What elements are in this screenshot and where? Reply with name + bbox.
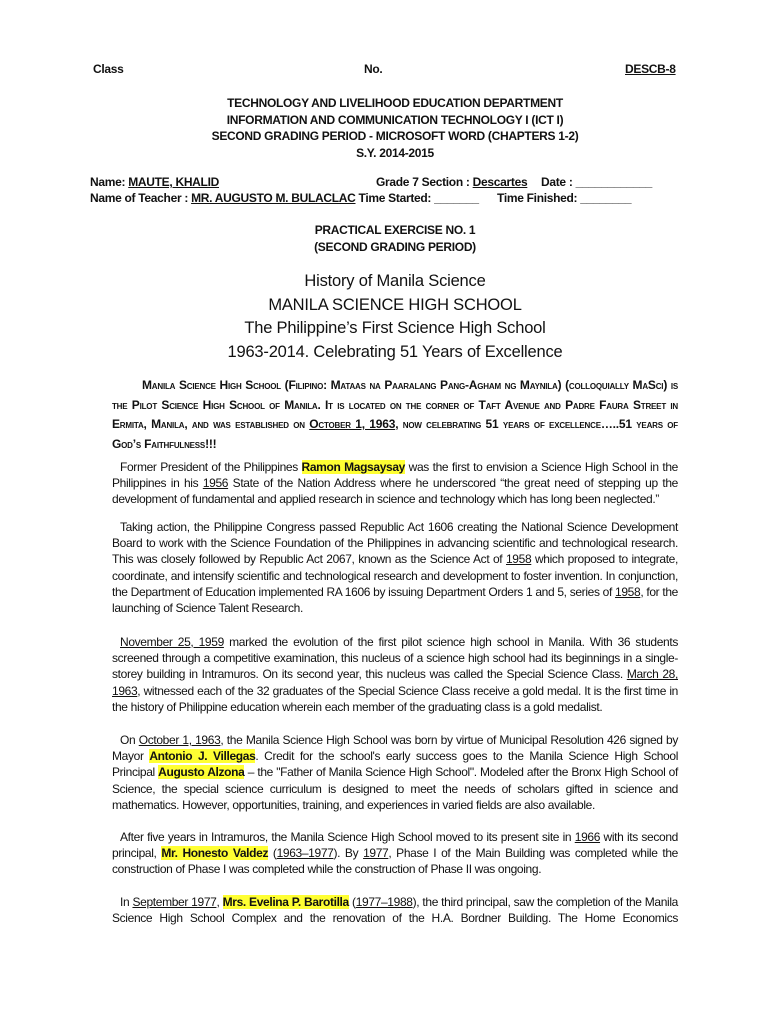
underlined-date: 1956 xyxy=(202,476,229,491)
paragraph-text: , Phase I of the Main Building was completed while the construction of Phase I was completed while the construction of Phase II was ongoing. xyxy=(112,846,678,877)
number-label: No. xyxy=(364,62,383,76)
paragraph-text: , witnessed each of the 32 graduates of the Special Science Class receive a gold medal. It is the first time in the history of Philippine education wherein each member of the graduating class is a gold medalist. xyxy=(112,683,678,714)
highlighted-name: Antonio J. Villegas xyxy=(149,749,256,764)
student-name-row xyxy=(90,175,219,189)
paragraph-text: – the "Father of Manila Science High School". Modeled after the Bronx High School of Science, the special science curriculum is designed to meet the needs of scholars gifted in science and mathematics. However, opportunities, training, and experiences in varied fields are also available. xyxy=(112,765,678,812)
paragraph-text: On xyxy=(120,733,139,747)
header-line: INFORMATION AND COMMUNICATION TECHNOLOGY I (ICT I) xyxy=(226,112,564,127)
intro-text-end: , now celebrating 51 years of excellence…..51 years of God’s Faithfulness!!! xyxy=(112,417,678,451)
paragraph-text: In xyxy=(120,895,133,909)
class-label: Class xyxy=(93,62,124,76)
exercise-subtitle: (SECOND GRADING PERIOD) xyxy=(314,239,476,254)
paragraph-text: marked the evolution of the first pilot science high school in Manila. With 36 students screened through a competitive examination, this nucleus of a science high school had its beginnings in a single-storey building in Intramuros. On its second year, this nucleus was called the Special Science Class. xyxy=(112,635,678,682)
underlined-date: 1958 xyxy=(615,584,641,599)
highlighted-name: Ramon Magsaysay xyxy=(301,460,406,474)
underlined-date: October 1, 1963 xyxy=(138,733,221,747)
highlighted-name: Augusto Alzona xyxy=(158,765,245,780)
title-line: 1963-2014. Celebrating 51 Years of Excellence xyxy=(227,343,563,362)
underlined-date: 1977–1988 xyxy=(355,895,413,909)
time-finished: Time Finished: ________ xyxy=(497,191,632,205)
paragraph xyxy=(112,634,678,715)
date-field: Date : ____________ xyxy=(541,175,653,189)
header-line: TECHNOLOGY AND LIVELIHOOD EDUCATION DEPARTMENT xyxy=(227,96,563,110)
paragraph-text: , for the launching of Science Talent Research. xyxy=(112,584,678,616)
paragraph-text: ). By xyxy=(333,846,364,861)
paragraph xyxy=(112,459,678,508)
paragraph-text: was the first to envision a Science High School in the Philippines in his xyxy=(112,460,678,491)
paragraph-text: ( xyxy=(348,895,356,909)
underlined-date: March 28, 1963 xyxy=(112,667,678,698)
title-line: The Philippine’s First Science High School xyxy=(244,319,546,338)
name-label: Name: xyxy=(90,175,129,189)
paragraph xyxy=(112,732,678,813)
teacher-row xyxy=(90,191,479,205)
underlined-date: 1966 xyxy=(574,830,601,844)
student-name: MAUTE, KHALID xyxy=(128,175,219,189)
paragraph-text: which proposed to integrate, coordinate, and intensify scientific and technological research and development to foster invention. In conjunction, the Department of Education implemented RA 1606 by issuing Department Orders 1 and 5, series of xyxy=(112,552,678,599)
header-line: SECOND GRADING PERIOD - MICROSOFT WORD (CHAPTERS 1-2) xyxy=(211,129,579,143)
intro-paragraph xyxy=(112,376,678,454)
header-line: S.Y. 2014-2015 xyxy=(356,145,434,160)
class-code: DESCB-8 xyxy=(625,62,676,76)
paragraph-text: with its second principal, xyxy=(112,830,678,861)
paragraph-text: State of the Nation Address where he underscored “the great need of stepping up the development of fundamental and applied research in science and technology which has long been neglected.” xyxy=(112,476,678,507)
underlined-date: September 1977 xyxy=(132,895,217,909)
document-title xyxy=(112,270,678,365)
intro-date: October 1, 1963 xyxy=(309,417,396,431)
intro-text: Manila Science High School (Filipino: Mataas na Paaralang Pang-Agham ng Maynila) (colloquially MaSci) is the Pilot Science High School of Manila. It is located on the corner of Taft Avenue and Padre Faura Street in Ermita, Manila, and was established on xyxy=(112,378,678,431)
title-line: MANILA SCIENCE HIGH SCHOOL xyxy=(268,295,522,314)
department-header xyxy=(112,95,678,161)
paragraph xyxy=(112,519,678,616)
highlighted-name: Mr. Honesto Valdez xyxy=(161,846,269,861)
underlined-date: 1963–1977 xyxy=(276,846,334,861)
paragraph-text: , xyxy=(216,895,223,909)
paragraph-text: After five years in Intramuros, the Manila Science High School moved to its present site in xyxy=(120,830,575,844)
grade-label: Grade 7 Section : xyxy=(376,175,473,189)
title-line: History of Manila Science xyxy=(304,272,486,290)
paragraph-text: . Credit for the school's early success goes to the Manila Science High School Principal xyxy=(112,749,679,780)
highlighted-name: Mrs. Evelina P. Barotilla xyxy=(222,895,349,909)
underlined-date: November 25, 1959 xyxy=(120,635,224,649)
paragraph-text: ), the third principal, saw the completion of the Manila Science High School Complex and the renovation of the H.A. Bordner Building. The Home Economics xyxy=(112,895,678,926)
exercise-header xyxy=(112,222,678,255)
exercise-title: PRACTICAL EXERCISE NO. 1 xyxy=(314,223,476,237)
time-started: Time Started: _______ xyxy=(355,191,479,205)
teacher-label: Name of Teacher : xyxy=(90,191,192,205)
section-row xyxy=(376,175,527,189)
paragraph-text: Former President of the Philippines xyxy=(120,460,302,474)
paragraph-text: ( xyxy=(268,846,277,861)
underlined-date: 1958 xyxy=(505,552,532,567)
paragraph-text: , the Manila Science High School was born by virtue of Municipal Resolution 426 signed by Mayor xyxy=(112,733,678,764)
section-name: Descartes xyxy=(472,175,528,189)
paragraph xyxy=(112,829,678,878)
teacher-name: MR. AUGUSTO M. BULACLAC xyxy=(191,191,356,205)
paragraph-text: Taking action, the Philippine Congress passed Republic Act 1606 creating the National Science Development Board to work with the Science Foundation of the Philippines in advancing scientific and technological research. This was closely followed by Republic Act 2067, known as the Science Act of xyxy=(112,520,678,567)
underlined-date: 1977 xyxy=(363,846,389,861)
paragraph xyxy=(112,894,678,926)
